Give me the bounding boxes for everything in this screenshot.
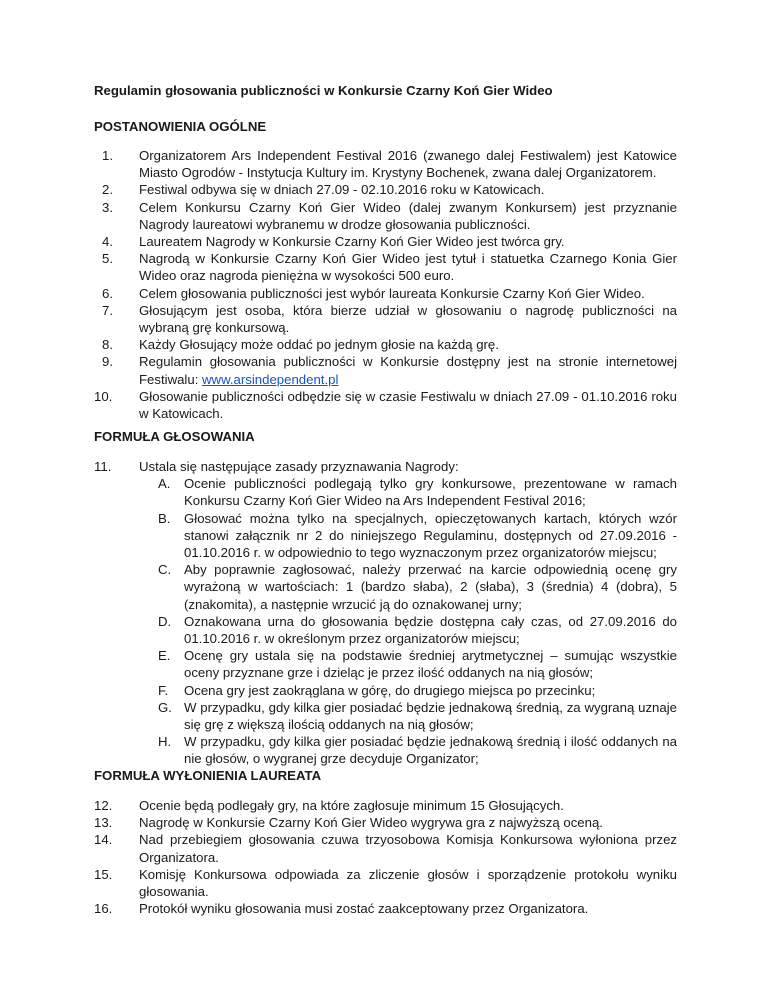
sub-list-item: D. Oznakowana urna do głosowania będzie dostępna cały czas, od 27.09.2016 do 01.10.2016 r. w określonym przez organizatorów miejscu; bbox=[158, 613, 677, 647]
list-item: 4. Laureatem Nagrody w Konkursie Czarny Koń Gier Wideo jest twórca gry. bbox=[102, 234, 565, 250]
list-item: 2. Festiwal odbywa się w dniach 27.09 - 02.10.2016 roku w Katowicach. bbox=[102, 182, 545, 198]
list-item: 8. Każdy Głosujący może oddać po jednym głosie na każdą grę. bbox=[102, 337, 499, 353]
list-item: 1. Organizatorem Ars Independent Festival 2016 (zwanego dalej Festiwalem) jest Katowice Miasto Ogrodów - Instytucja Kultury im. Krystyny Bochenek, zwana dalej Organizatorem. bbox=[102, 148, 677, 181]
list-item: 14. Nad przebiegiem głosowania czuwa trzyosobowa Komisja Konkursowa wyłoniona przez Organizatora. bbox=[94, 832, 677, 865]
list-item: 9. Regulamin głosowania publiczności w Konkursie dostępny jest na stronie internetowej Festiwalu: www.arsindependent.pl bbox=[102, 354, 677, 387]
sub-list-item: A. Ocenie publiczności podlegają tylko gry konkursowe, prezentowane w ramach Konkursu Czarny Koń Gier Wideo na Ars Independent Festival 2016; bbox=[158, 476, 677, 509]
voting-rules-sublist bbox=[139, 475, 677, 767]
laureate-formula-list bbox=[94, 797, 677, 917]
voting-formula-list bbox=[94, 458, 677, 768]
list-item: 5. Nagrodą w Konkursie Czarny Koń Gier Wideo jest tytuł i statuetka Czarnego Konia Gier Wideo oraz nagroda pieniężna w wysokości 500 euro. bbox=[102, 251, 677, 284]
document-title: Regulamin głosowania publiczności w Konkursie Czarny Koń Gier Wideo bbox=[94, 83, 553, 98]
list-item: 7. Głosującym jest osoba, która bierze udział w głosowaniu o nagrodę publiczności na wybraną grę konkursową. bbox=[102, 302, 677, 336]
section-heading-laureate-formula: FORMUŁA WYŁONIENIA LAUREATA bbox=[94, 768, 322, 783]
list-item: 12. Ocenie będą podlegały gry, na które zagłosuje minimum 15 Głosujących. bbox=[94, 798, 564, 813]
list-item: 13. Nagrodę w Konkursie Czarny Koń Gier Wideo wygrywa gra z najwyższą oceną. bbox=[94, 815, 603, 831]
sub-list-item: E. Ocenę gry ustala się na podstawie średniej arytmetycznej – sumując wszystkie oceny przyznane grze i dzieląc je przez ilość oddanych na nią głosów; bbox=[158, 648, 677, 681]
sub-list-item: C. Aby poprawnie zagłosować, należy przerwać na karcie odpowiednią ocenę gry wyrażoną w wartościach: 1 (bardzo słaba), 2 (słaba), 3 (średnia) 4 (dobra), 5 (znakomita), a następnie wrzucić ją do oznakowanej urny; bbox=[158, 562, 677, 612]
list-item: 3. Celem Konkursu Czarny Koń Gier Wideo (dalej zwanym Konkursem) jest przyznanie Nagrody laureatowi wybranemu w drodze głosowania publiczności. bbox=[102, 199, 677, 232]
list-item: 11. Ustala się następujące zasady przyznawania Nagrody: A. Ocenie publiczności podlegają tylko gry konkursowe, prezentowane w ramach Konkursu Czarny Koń Gier Wideo na Ars Independent Festival 2016; B. Głosować można tylko na specjalnych, opieczętowanych kartach, których wzór stanowi załącznik nr 2 do niniejszego Regulaminu, dostępnych od 27.09.2016 - 01.10.2016 r. w odpowiednio to tego wyznaczonym przez organizatorów miejscu; C. Aby poprawnie zagłosować, należy przerwać na karcie odpowiednią ocenę gry wyrażoną w wartościach: 1 (bardzo słaba), 2 (słaba), 3 (średnia) 4 (dobra), 5 (znakomita), a następnie wrzucić ją do oznakowanej urny; D. Oznakowana urna do głosowania będzie dostępna cały czas, od 27.09.2016 do 01.10.2016 r. w określonym przez organizatorów miejscu; E. Ocenę gry ustala się na podstawie średniej arytmetycznej – sumując wszystkie oceny przyznane grze i dzieląc je przez ilość oddanych na nią głosów; F. Ocena gry jest zaokrąglana w górę, do drugiego miejsca po przecinku; G. W przypadku, gdy kilka gier posiadać będzie jednakową średnią, za wygraną uznaje się grę z większą ilością oddanych na nią głosów; H. W przypadku, gdy kilka gier posiadać będzie jednakową średnią i ilość oddanych na nie głosów, o wygranej grze decyduje Organizator; bbox=[94, 459, 677, 767]
list-item: 16. Protokół wyniku głosowania musi zostać zaakceptowany przez Organizatora. bbox=[94, 901, 589, 917]
festival-website-link[interactable]: www.arsindependent.pl bbox=[202, 371, 339, 387]
section-heading-general: POSTANOWIENIA OGÓLNE bbox=[94, 119, 267, 134]
sub-list-item: B. Głosować można tylko na specjalnych, opieczętowanych kartach, których wzór stanowi załącznik nr 2 do niniejszego Regulaminu, dostępnych od 27.09.2016 - 01.10.2016 r. w odpowiednio to tego wyznaczonym przez organizatorów miejscu; bbox=[158, 510, 677, 561]
section-heading-voting-formula: FORMUŁA GŁOSOWANIA bbox=[94, 429, 255, 444]
general-provisions-list bbox=[94, 147, 677, 422]
sub-list-item: F. Ocena gry jest zaokrąglana w górę, do drugiego miejsca po przecinku; bbox=[158, 682, 596, 698]
list-item: 10. Głosowanie publiczności odbędzie się w czasie Festiwalu w dniach 27.09 - 01.10.2016 roku w Katowicach. bbox=[94, 388, 677, 422]
list-item: 6. Celem głosowania publiczności jest wybór laureata Konkursie Czarny Koń Gier Wideo. bbox=[102, 285, 645, 301]
sub-list-item: H. W przypadku, gdy kilka gier posiadać będzie jednakową średnią i ilość oddanych na nie głosów, o wygranej grze decyduje Organizator; bbox=[158, 734, 677, 767]
list-item: 15. Komisję Konkursowa odpowiada za zliczenie głosów i sporządzenie protokołu wyniku głosowania. bbox=[94, 866, 677, 900]
sub-list-item: G. W przypadku, gdy kilka gier posiadać będzie jednakową średnią, za wygraną uznaje się grę z większą ilością oddanych na nią głosów; bbox=[158, 699, 677, 733]
